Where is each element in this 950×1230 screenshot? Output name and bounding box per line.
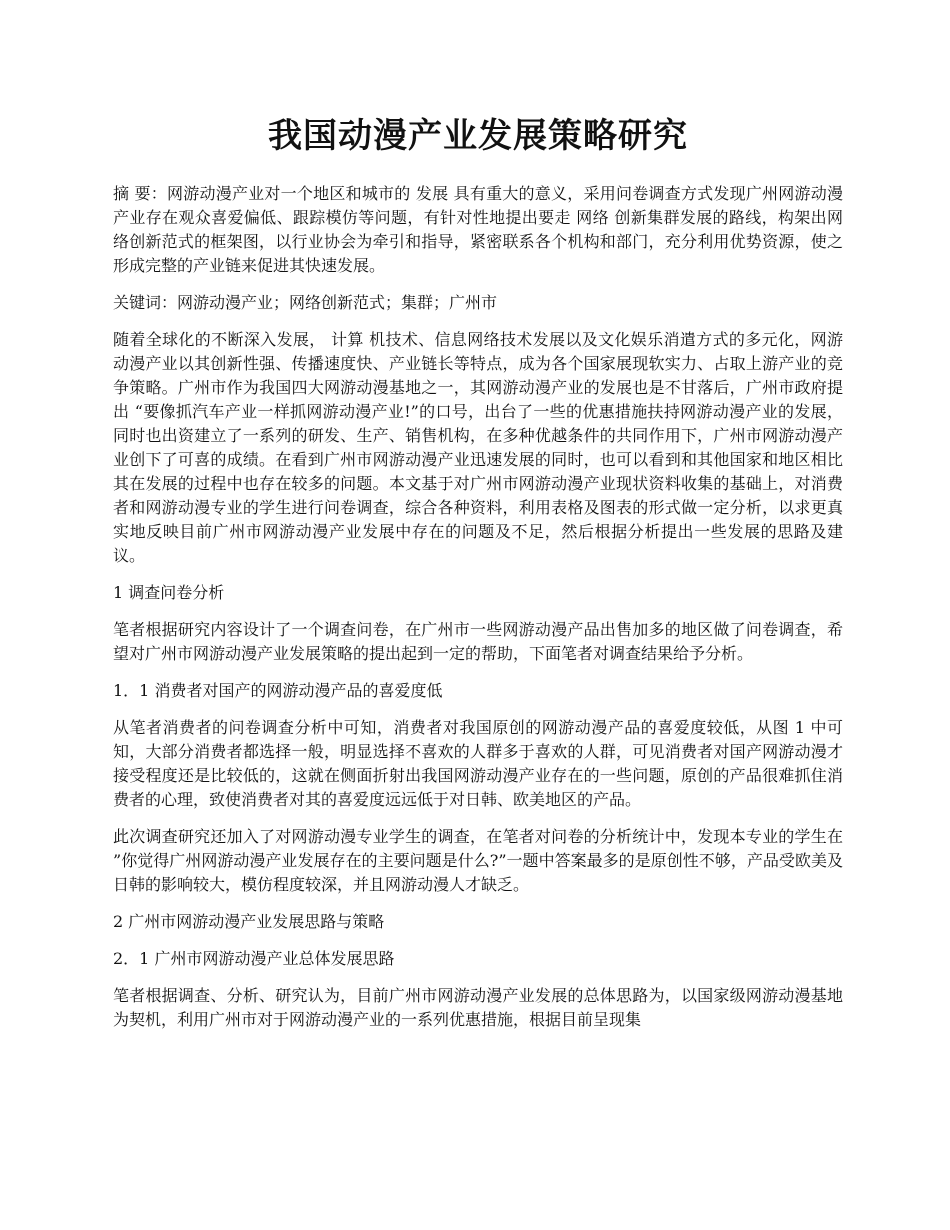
section-1-heading: 1 调查问卷分析 [113, 583, 225, 602]
section-1-1-paragraph-1: 从笔者消费者的问卷调查分析中可知，消费者对我国原创的网游动漫产品的喜爱度较低，从图 1 中可知，大部分消费者都选择一般，明显选择不喜欢的人群多于喜欢的人群，可见消费者对国产网游动漫才接受程度还是比较低的，这就在侧面折射出我国网游动漫产业存在的一些问题，原创的产品很难抓住消费者的心理，致使消费者对其的喜爱度远远低于对日韩、欧美地区的产品。 [113, 718, 843, 809]
section-1-1-heading: 1．1 消费者对国产的网游动漫产品的喜爱度低 [113, 681, 443, 700]
document-title: 我国动漫产业发展策略研究 [268, 116, 688, 156]
abstract-paragraph: 摘 要：网游动漫产业对一个地区和城市的 发展 具有重大的意义，采用问卷调查方式发现广州网游动漫产业存在观众喜爱偏低、跟踪模仿等问题，有针对性地提出要走 网络 创新集群发展的路线，构架出网络创新范式的框架图，以行业协会为牵引和指导，紧密联系各个机构和部门，充分利用优势资源，使之形成完整的产业链来促进其快速发展。 [113, 184, 843, 275]
section-2-1-paragraph: 笔者根据调查、分析、研究认为，目前广州市网游动漫产业发展的总体思路为，以国家级网游动漫基地为契机，利用广州市对于网游动漫产业的一系列优惠措施，根据目前呈现集 [113, 986, 843, 1029]
document-page [113, 0, 843, 1032]
section-2-1-heading: 2．1 广州市网游动漫产业总体发展思路 [113, 949, 395, 968]
section-2-heading: 2 广州市网游动漫产业发展思路与策略 [113, 912, 385, 931]
keywords-line: 关键词：网游动漫产业；网络创新范式；集群；广州市 [113, 293, 498, 312]
intro-paragraph: 随着全球化的不断深入发展， 计算 机技术、信息网络技术发展以及文化娱乐消遣方式的多元化，网游动漫产业以其创新性强、传播速度快、产业链长等特点，成为各个国家展现软实力、占取上游产业的竞争策略。广州市作为我国四大网游动漫基地之一，其网游动漫产业的发展也是不甘落后，广州市政府提出 “要像抓汽车产业一样抓网游动漫产业!”的口号，出台了一些的优惠措施扶持网游动漫产业的发展，同时也出资建立了一系列的研发、生产、销售机构，在多种优越条件的共同作用下，广州市网游动漫产业创下了可喜的成绩。在看到广州市网游动漫产业迅速发展的同时，也可以看到和其他国家和地区相比其在发展的过程中也存在较多的问题。本文基于对广州市网游动漫产业现状资料收集的基础上，对消费者和网游动漫专业的学生进行问卷调查，综合各种资料，利用表格及图表的形式做一定分析，以求更真实地反映目前广州市网游动漫产业发展中存在的问题及不足，然后根据分析提出一些发展的思路及建议。 [113, 330, 843, 565]
section-1-paragraph: 笔者根据研究内容设计了一个调查问卷，在广州市一些网游动漫产品出售加多的地区做了问卷调查，希望对广州市网游动漫产业发展策略的提出起到一定的帮助，下面笔者对调查结果给予分析。 [113, 620, 843, 663]
section-1-1-paragraph-2: 此次调查研究还加入了对网游动漫专业学生的调查，在笔者对问卷的分析统计中，发现本专业的学生在 ”你觉得广州网游动漫产业发展存在的主要问题是什么?”一题中答案最多的是原创性不够，产品受欧美及日韩的影响较大，模仿程度较深，并且网游动漫人才缺乏。 [113, 827, 843, 894]
